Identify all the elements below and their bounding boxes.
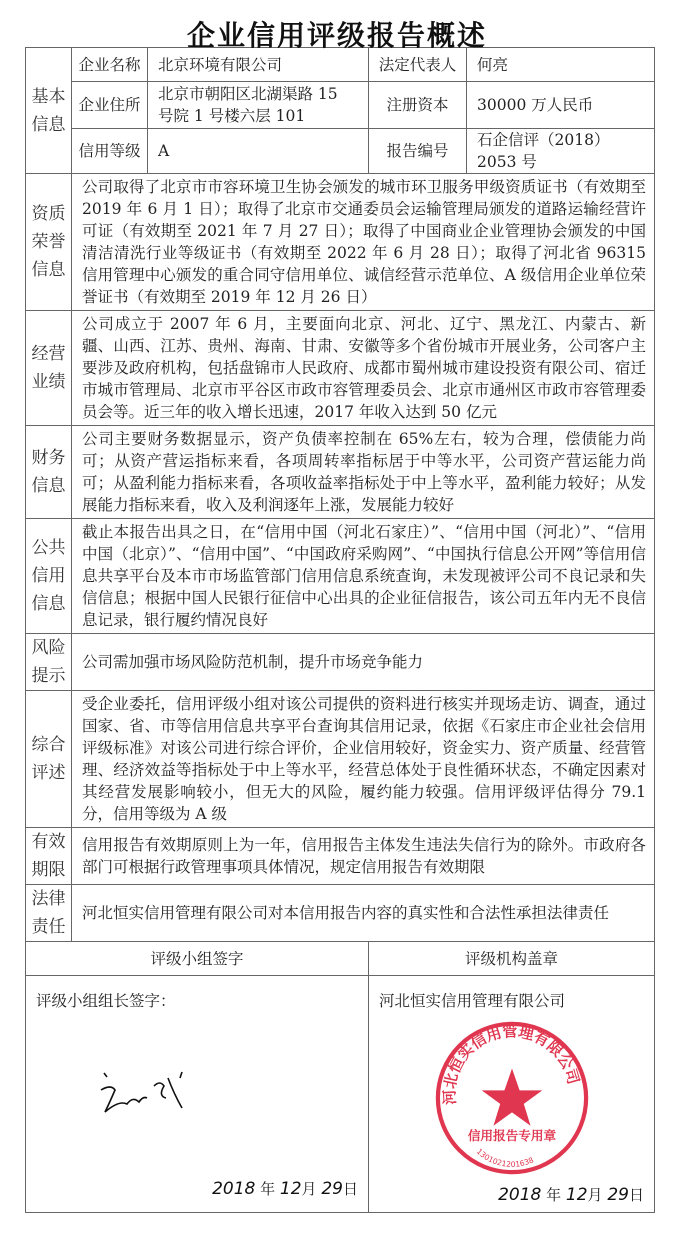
section-text: 公司取得了北京市市容环境卫生协会颁发的城市环卫服务甲级资质证书（有效期至 2019 年 6 月 1 日）；取得了北京市交通委员会运输管理局颁发的道路运输经营许可证（有效期至 2021 年 7 月 27 日）；取得了中国商业企业管理协会颁发的中国清洁清洗行业等级证书（有效期至 2022 年 6 月 28 日）；取得了河北省 96315 信用管理中心颁发的重合同守信用单位、诚信经营示范单位、A 级信用企业单位荣誉证书（有效期至 2019 年 12 月 26 日） — [72, 174, 655, 311]
seal-text: 河北恒实信用管理有限公司 — [439, 1022, 583, 1106]
address-value: 北京市朝阳区北湖渠路 15 号院 1 号楼六层 101 — [148, 82, 369, 129]
leader-signature-date: 2018 年 12月 29日 — [212, 1179, 358, 1199]
legal-rep-value: 何亮 — [467, 48, 655, 82]
capital-value: 30000 万人民币 — [467, 82, 655, 129]
row-finance — [26, 426, 655, 519]
handwritten-signature — [96, 1068, 206, 1123]
leader-signature-label: 评级小组组长签字： — [36, 992, 176, 1010]
agency-name: 河北恒实信用管理有限公司 — [379, 992, 566, 1010]
section-label: 风险提示 — [26, 634, 72, 691]
star-icon — [481, 1069, 542, 1126]
row-overall — [26, 691, 655, 828]
page-title: 企业信用评级报告概述 — [186, 19, 487, 52]
row-address — [26, 82, 655, 129]
seal-number: 1301021201638 — [474, 1146, 535, 1169]
legal-rep-label: 法定代表人 — [369, 48, 467, 82]
report-no-label: 报告编号 — [369, 129, 467, 174]
section-label: 综合评述 — [26, 691, 72, 828]
section-label: 经营业绩 — [26, 311, 72, 426]
seal-subtitle: 信用报告专用章 — [467, 1128, 556, 1144]
basic-info-label: 基本信息 — [26, 48, 72, 174]
row-signature-header — [26, 942, 655, 976]
company-name-label: 企业名称 — [72, 48, 148, 82]
section-label: 财务信息 — [26, 426, 72, 519]
section-label: 资质荣誉信息 — [26, 174, 72, 311]
report-summary-table — [25, 47, 655, 1213]
row-risk — [26, 634, 655, 691]
official-seal — [432, 1018, 592, 1178]
section-text: 公司成立于 2007 年 6 月，主要面向北京、河北、辽宁、黑龙江、内蒙古、新疆、山西、江苏、贵州、海南、甘肃、安徽等多个省份城市开展业务，公司客户主要涉及政府机构，包括盘锦市人民政府、成都市蜀州城市建设投资有限公司、宿迁市城市管理局、北京市平谷区市政市容管理委员会、北京市通州区市政市容管理委员会等。近三年的收入增长迅速，2017 年收入达到 50 亿元 — [72, 311, 655, 426]
section-text: 河北恒实信用管理有限公司对本信用报告内容的真实性和合法性承担法律责任 — [72, 885, 655, 942]
row-performance — [26, 311, 655, 426]
row-qualification — [26, 174, 655, 311]
address-label: 企业住所 — [72, 82, 148, 129]
agency-seal-date: 2018 年 12月 29日 — [498, 1185, 644, 1205]
capital-label: 注册资本 — [369, 82, 467, 129]
section-text: 公司主要财务数据显示，资产负债率控制在 65%左右，较为合理，偿债能力尚可；从资产营运指标来看，各项周转率指标居于中等水平，公司资产营运能力尚可；从盈利能力指标来看，各项收益率指标处于中上等水平，盈利能力较好；从发展能力指标来看，收入及利润逐年上涨，发展能力较好 — [72, 426, 655, 519]
section-text: 截止本报告出具之日，在“信用中国（河北石家庄）”、“信用中国（河北）”、“信用中国（北京）”、“信用中国”、“中国政府采购网”、“中国执行信息公开网”等信用信息共享平台及本市市场监管部门信用信息系统查询，未发现被评公司不良记录和失信信息；根据中国人民银行征信中心出具的企业征信报告，该公司五年内无不良信息记录，银行履约情况良好 — [72, 519, 655, 634]
section-label: 公共信用信息 — [26, 519, 72, 634]
row-legal — [26, 885, 655, 942]
grade-value: A — [148, 129, 369, 174]
report-no-value: 石企信评（2018）2053 号 — [467, 129, 655, 174]
rating-team-signature-header: 评级小组签字 — [26, 942, 369, 976]
agency-seal-cell — [369, 976, 655, 1213]
row-validity — [26, 828, 655, 885]
section-text: 受企业委托，信用评级小组对该公司提供的资料进行核实并现场走访、调查，通过国家、省、市等信用信息共享平台查询其信用记录，依据《石家庄市企业社会信用评级标准》对该公司进行综合评价，企业信用较好，资金实力、资产质量、经营管理、经济效益等指标处于中上等水平，经营总体处于良性循环状态，不确定因素对其经营发展影响较小，但无大的风险，履约能力较强。信用评级评估得分 79.1 分，信用等级为 A 级 — [72, 691, 655, 828]
grade-label: 信用等级 — [72, 129, 148, 174]
rating-agency-seal-header: 评级机构盖章 — [369, 942, 655, 976]
row-grade — [26, 129, 655, 174]
section-text: 信用报告有效期原则上为一年，信用报告主体发生违法失信行为的除外。市政府各部门可根据行政管理事项具体情况，规定信用报告有效期限 — [72, 828, 655, 885]
section-label: 法律责任 — [26, 885, 72, 942]
section-text: 公司需加强市场风险防范机制，提升市场竞争能力 — [72, 634, 655, 691]
section-label: 有效期限 — [26, 828, 72, 885]
company-name-value: 北京环境有限公司 — [148, 48, 369, 82]
row-signature-body — [26, 976, 655, 1213]
team-signature-cell — [26, 976, 369, 1213]
row-public-credit — [26, 519, 655, 634]
row-company-name — [26, 48, 655, 82]
